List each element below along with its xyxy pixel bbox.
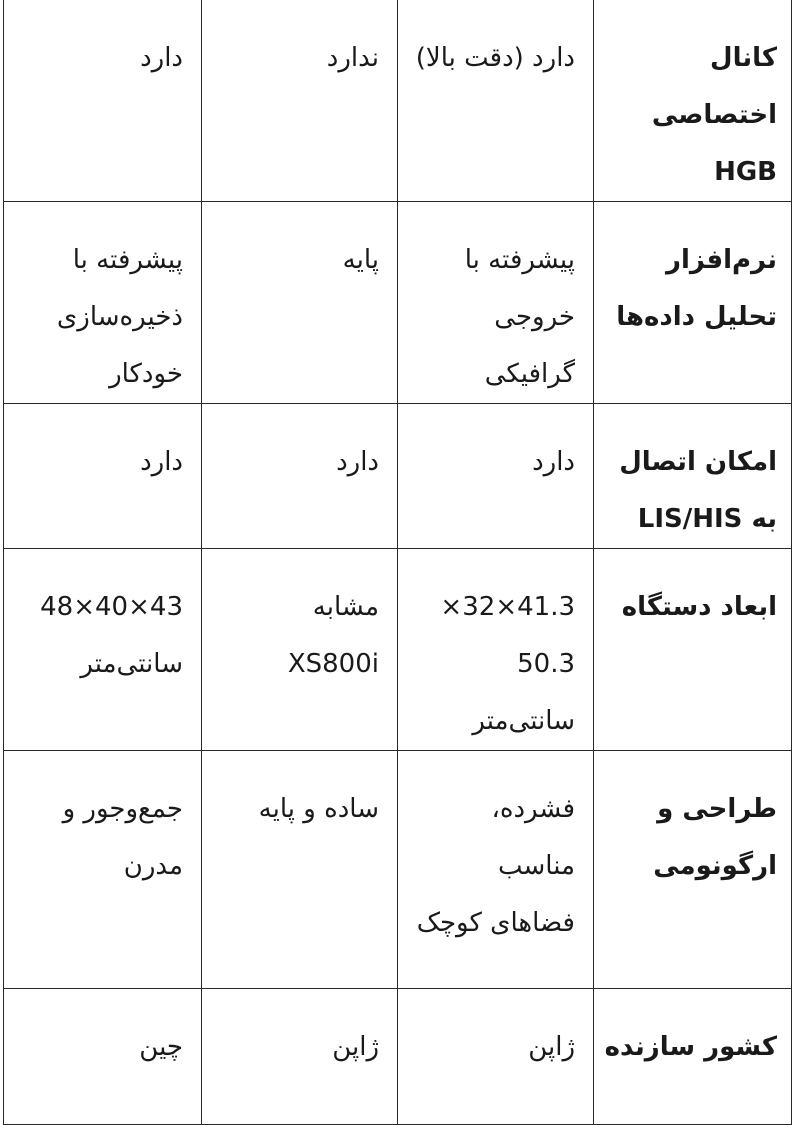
- table-cell: دارد (دقت بالا): [398, 0, 594, 202]
- table-cell: ندارد: [202, 0, 398, 202]
- feature-cell: ابعاد دستگاه: [594, 549, 792, 751]
- table-cell: دارد: [4, 404, 202, 549]
- table-row: [4, 202, 792, 404]
- table-cell: 43×40×48 سانتی‌متر: [4, 549, 202, 751]
- feature-cell: کشور سازنده: [594, 989, 792, 1125]
- table-cell: ساده و پایه: [202, 751, 398, 989]
- feature-cell: طراحی و ارگونومی: [594, 751, 792, 989]
- table-cell: دارد: [202, 404, 398, 549]
- table-cell: پایه: [202, 202, 398, 404]
- table-cell: دارد: [4, 0, 202, 202]
- table-cell: پیشرفته با ذخیره‌سازی خودکار: [4, 202, 202, 404]
- table-row: [4, 751, 792, 989]
- feature-cell: نرم‌افزار تحلیل داده‌ها: [594, 202, 792, 404]
- table-cell: دارد: [398, 404, 594, 549]
- table-row: [4, 0, 792, 202]
- feature-cell: کانال اختصاصی HGB: [594, 0, 792, 202]
- table-cell: مشابه XS800i: [202, 549, 398, 751]
- feature-cell: امکان اتصال به LIS/HIS: [594, 404, 792, 549]
- table-cell: ژاپن: [398, 989, 594, 1125]
- table-cell: جمع‌وجور و مدرن: [4, 751, 202, 989]
- table-cell: چین: [4, 989, 202, 1125]
- table-row: [4, 989, 792, 1125]
- table-row: [4, 549, 792, 751]
- table-cell: ژاپن: [202, 989, 398, 1125]
- table-cell: 41.3×32× 50.3 سانتی‌متر: [398, 549, 594, 751]
- table-cell: پیشرفته با خروجی گرافیکی: [398, 202, 594, 404]
- table-row: [4, 404, 792, 549]
- table-cell: فشرده، مناسب فضاهای کوچک: [398, 751, 594, 989]
- comparison-table: [3, 0, 792, 1125]
